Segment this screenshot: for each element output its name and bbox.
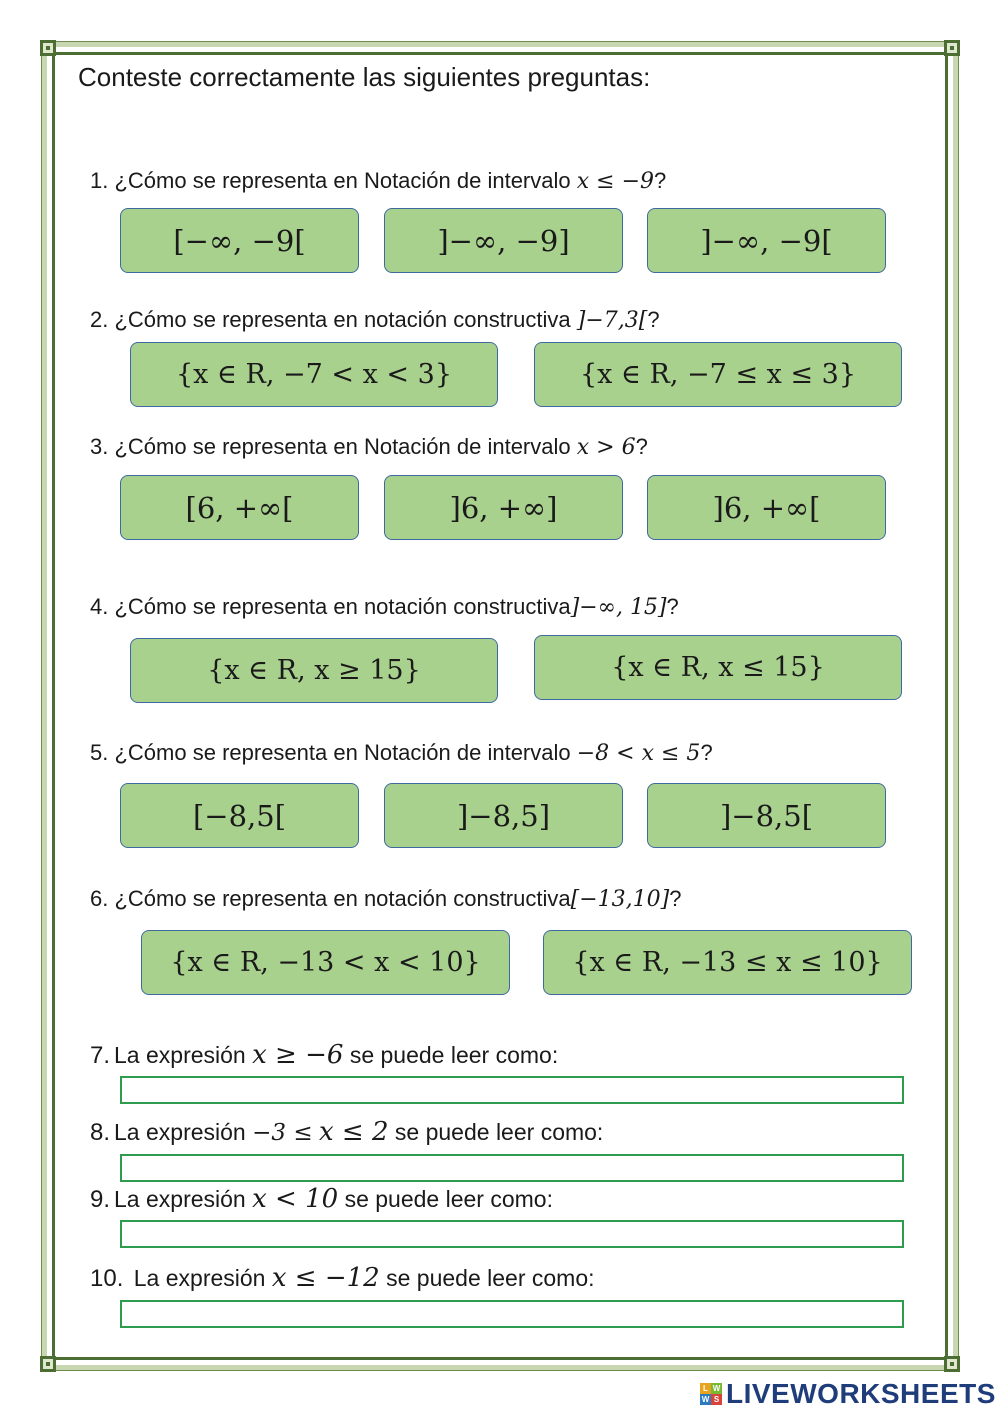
question-number: 8.: [90, 1119, 111, 1146]
question-8: 8. La expresión −3 ≤ x ≤ 2 se puede leer como:: [90, 1117, 604, 1147]
corner-ornament: [944, 1356, 960, 1372]
question-4: 4. ¿Cómo se representa en notación constructiva]−∞, 15]?: [90, 594, 679, 620]
question-number: 3.: [90, 434, 109, 459]
question-math: ]−∞, 15]: [570, 595, 667, 620]
question-math: x > 6: [576, 435, 636, 460]
answer-field-8[interactable]: [120, 1154, 904, 1182]
question-math: x ≤ −12: [271, 1263, 380, 1293]
question-text: ¿Cómo se representa en Notación de intervalo: [114, 168, 571, 193]
question-5: 5. ¿Cómo se representa en Notación de intervalo −8 < x ≤ 5?: [90, 740, 713, 766]
corner-ornament: [944, 40, 960, 56]
question-text: ¿Cómo se representa en notación constructiva: [114, 594, 571, 619]
answer-option-2b[interactable]: {x ∈ R, −7 ≤ x ≤ 3}: [534, 342, 902, 407]
answer-option-6a[interactable]: {x ∈ R, −13 < x < 10}: [141, 930, 510, 995]
answer-option-5a[interactable]: [−8,5[: [120, 783, 359, 848]
answer-field-7[interactable]: [120, 1076, 904, 1104]
question-6: 6. ¿Cómo se representa en notación constructiva[−13,10]?: [90, 886, 682, 912]
question-math: x ≥ −6: [252, 1040, 344, 1070]
answer-option-6b[interactable]: {x ∈ R, −13 ≤ x ≤ 10}: [543, 930, 912, 995]
answer-option-1c[interactable]: ]−∞, −9[: [647, 208, 886, 273]
question-1: 1. ¿Cómo se representa en Notación de intervalo x ≤ −9?: [90, 168, 667, 194]
question-math: −8 < x ≤ 5: [576, 741, 701, 766]
answer-option-1b[interactable]: ]−∞, −9]: [384, 208, 623, 273]
answer-field-9[interactable]: [120, 1220, 904, 1248]
answer-option-3c[interactable]: ]6, +∞[: [647, 475, 886, 540]
answer-option-5c[interactable]: ]−8,5[: [647, 783, 886, 848]
question-3: 3. ¿Cómo se representa en Notación de intervalo x > 6?: [90, 434, 648, 460]
question-number: 5.: [90, 740, 109, 765]
worksheet-instructions: Conteste correctamente las siguientes preguntas:: [78, 62, 651, 92]
question-number: 9.: [90, 1186, 111, 1213]
question-text: ¿Cómo se representa en notación constructiva: [114, 886, 571, 911]
answer-option-1a[interactable]: [−∞, −9[: [120, 208, 359, 273]
corner-ornament: [40, 40, 56, 56]
answer-option-4a[interactable]: {x ∈ R, x ≥ 15}: [130, 638, 498, 703]
answer-option-5b[interactable]: ]−8,5]: [384, 783, 623, 848]
answer-option-3a[interactable]: [6, +∞[: [120, 475, 359, 540]
question-math: x ≤ −9: [576, 169, 655, 194]
answer-option-3b[interactable]: ]6, +∞]: [384, 475, 623, 540]
logo-text: LIVEWORKSHEETS: [726, 1378, 996, 1409]
question-math: ]−7,3[: [576, 308, 648, 333]
answer-option-4b[interactable]: {x ∈ R, x ≤ 15}: [534, 635, 902, 700]
question-10: 10. La expresión x ≤ −12 se puede leer como:: [90, 1263, 595, 1293]
question-2: 2. ¿Cómo se representa en notación constructiva ]−7,3[?: [90, 307, 660, 333]
question-math: x < 10: [252, 1184, 339, 1214]
liveworksheets-logo: [700, 1378, 996, 1410]
question-number: 2.: [90, 307, 109, 332]
question-text: ¿Cómo se representa en notación constructiva: [114, 307, 571, 332]
question-number: 7.: [90, 1042, 111, 1069]
question-math: [−13,10]: [570, 887, 670, 912]
question-number: 4.: [90, 594, 109, 619]
answer-field-10[interactable]: [120, 1300, 904, 1328]
question-math: x ≤ 2: [319, 1117, 389, 1147]
question-text: ¿Cómo se representa en Notación de intervalo: [114, 434, 571, 459]
question-number: 10.: [90, 1265, 124, 1292]
question-9: 9. La expresión x < 10 se puede leer como:: [90, 1184, 553, 1214]
answer-option-2a[interactable]: {x ∈ R, −7 < x < 3}: [130, 342, 498, 407]
question-number: 1.: [90, 168, 109, 193]
question-text: ¿Cómo se representa en Notación de intervalo: [114, 740, 571, 765]
question-7: 7. La expresión x ≥ −6 se puede leer como:: [90, 1040, 559, 1070]
corner-ornament: [40, 1356, 56, 1372]
logo-mark-icon: L W W S: [701, 1384, 721, 1404]
question-number: 6.: [90, 886, 109, 911]
